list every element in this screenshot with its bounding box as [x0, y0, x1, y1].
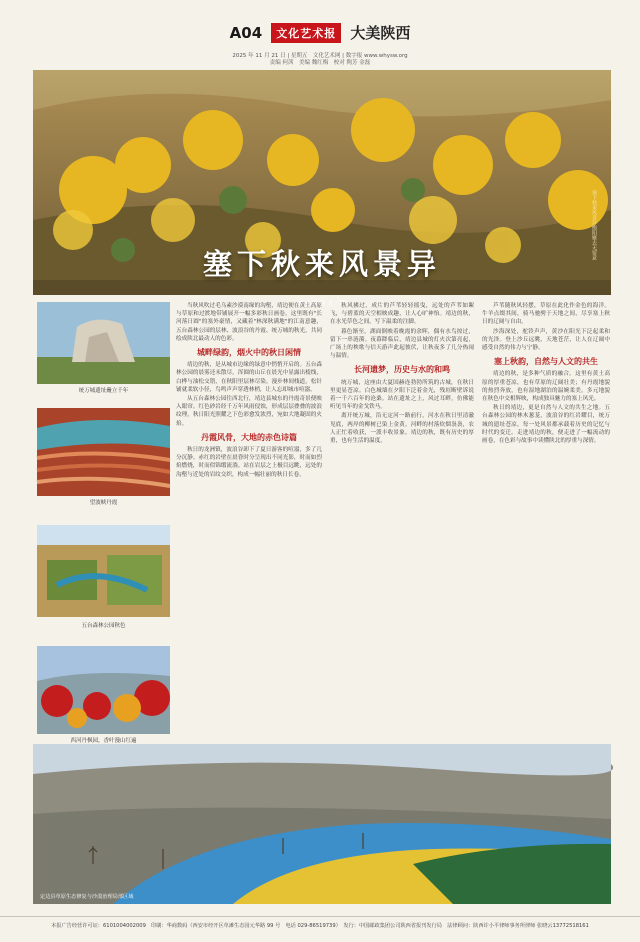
- bottom-caption: 定边县草原生态修复与沙漠治理局部区域: [40, 894, 134, 900]
- section-title: 大美陕西: [350, 24, 411, 42]
- paragraph: 离开统万城，沿无定河一路前行，河水在秋日里清澈见底，两岸的柳树已染上金黄。河畔的村落炊烟袅袅，农人正忙着收获，一派丰收景象。靖边的秋，既有历史的厚重，也有生活的温度。: [330, 413, 474, 445]
- hero-title: 塞下秋来风景异: [202, 247, 441, 281]
- paragraph: 暮色渐至，湖面倒映着晚霞的余晖，偶有水鸟掠过，留下一串涟漪。夜幕降临后，靖边县城的灯火次第亮起，广场上的秧歌与信天游声此起彼伏，让秋夜多了几分热闹与温情。: [330, 328, 474, 360]
- bottom-panorama: [33, 744, 611, 904]
- byline: ● 白凌燕 文／图: [297, 299, 347, 307]
- hero-image: [33, 70, 611, 307]
- photo-danxia: [37, 408, 170, 496]
- paragraph: 当秋风吹过毛乌素沙漠南缘的沟壑，靖边便在黄土高原与草原和过渡地带铺展开一幅多彩秋日画卷。这里既有"长河落日圆"的塞外豪情，又藏着"林深秋满地"的江南意趣，五台森林公园的层林、波浪谷的丹霞、统万城的秋光，共同绘成陕北最动人的色彩。: [176, 303, 322, 342]
- paragraph: 沙海深处，驼铃声声，黄沙在阳光下泛起柔和的光泽。登上沙丘远眺，天地苍茫，让人在辽阔中感受自然的伟力与宁静。: [482, 328, 610, 352]
- editors-text: 责编 何茜 美编 魏红梅 校对 陶芳 金磊: [269, 60, 371, 66]
- article-column-1: [176, 302, 322, 740]
- newspaper-brand: 文化艺术报: [271, 23, 341, 43]
- dateline: [0, 53, 640, 67]
- masthead: [0, 22, 640, 56]
- photo-caption-3: 五台森林公园秋色: [81, 623, 126, 629]
- photo-caption-4: 西河丹枫园，香叶漫山红遍: [70, 738, 137, 744]
- paragraph: 靖边的秋，是从城市边缘的绿意中悄悄开启的。五台森林公园的晨雾还未散尽，浑圆的山丘在晨光中显露出棱线，白桦与油松交错，在秋阳里层林尽染。漫步林间栈道，松针铺就柔软小径，鸟鸣声声穿透林梢，让人忘却城市喧嚣。: [176, 362, 322, 393]
- paragraph: 芦苇随秋风轻摆，草原在此化作金色的海洋。牛羊点缀其间，骑马驰骋于天地之间，尽享塞上秋日的辽阔与自由。: [482, 303, 610, 326]
- photo-caption-2: 望波峡丹霞: [89, 500, 118, 506]
- article-column-2: [330, 302, 474, 740]
- subheading: 城畔绿韵，烟火中的秋日闲情: [197, 348, 301, 358]
- hero-side-text: 塞下秋来风景异衡阳雁去无留意: [591, 190, 597, 260]
- paragraph: 靖边的秋，是多种气质的融合。这里有黄土高原的厚重苍凉，也有草原的辽阔壮美；有丹霞地貌的热烈奔放，也有湿地湖泊的温婉柔美。多元地貌在秋色中交相辉映，构成独具魅力的塞上风光。: [482, 371, 610, 403]
- paragraph: 秋日的龙洲镇，波浪谷卸下了夏日游客的喧嚣，多了几分沉静。赤红的岩壁在晨昏时分呈现出不同光影，时而如烈焰燃烧，时而似锦缎流淌。站在岩层之上极目远眺，远处的沟壑与近处的岩纹交织，构成一幅壮丽的秋日长卷。: [176, 447, 322, 478]
- subheading: 丹霞风骨，大地的赤色诗篇: [201, 432, 297, 442]
- paragraph: 统万城，这座由大夏国赫连勃勃所筑的古城，在秋日里更显苍凉。白色城墙在夕阳下泛着金光，残垣断壁诉说着一千六百年的沧桑。站在遗址之上，风过耳畔，仿佛能听见当年的金戈铁马。: [330, 379, 474, 411]
- footer: 本报广告经营许可证：6101004002009 印刷：华商数码（西安市经开区草滩生态园元华路 99 号 电话 029-86519739） 发行：中国邮政集团公司陕西省报刊发行局 法律顾问：陕西许小平律师事务所律师 张晓云13772518161: [0, 916, 640, 942]
- photo-maple-garden: [37, 646, 170, 734]
- paragraph: 秋日的靖边，更是自然与人文的共生之地。五台森林公园的林木葱茏，波浪谷的红岩耀目，统万城的遗址苍凉，每一处风景都承载着历史的记忆与时代的变迁。走进靖边的秋，便走进了一幅流动的画卷，在色彩与故事中读懂陕北的厚重与深情。: [482, 405, 610, 445]
- dateline-text: 2025 年 11 月 21 日 | 星期五 文化艺术网 | 数字报 www.whysw.org: [232, 53, 408, 59]
- paragraph: 秋风拂过，成片的芦苇轻轻摇曳，远处的芦苇如絮飞，与碧蓝的天空相映成趣，让人心旷神怡。靖边的秋，在水光草色之间，写下温柔的注脚。: [330, 303, 474, 326]
- photo-caption-1: 统万城遗址矗立千年: [78, 388, 129, 394]
- article-column-3: [482, 302, 610, 740]
- photo-tongwan-ruins: [37, 302, 170, 384]
- paragraph: 从五台森林公园往西北行，靖边县城东的丹霞奇景便映入眼帘。红色砂岩经千万年风雨侵蚀，形成层层叠叠的波浪纹理，秋日阳光照耀之下色彩愈发浓烈，宛如大地凝固的火焰。: [176, 396, 322, 427]
- subheading: 塞上秋韵，自然与人文的共生: [494, 357, 598, 367]
- page-code: A04: [229, 23, 263, 42]
- subheading: 长河遗梦，历史与水的和鸣: [354, 365, 450, 375]
- photo-wutai-forest: [37, 525, 170, 617]
